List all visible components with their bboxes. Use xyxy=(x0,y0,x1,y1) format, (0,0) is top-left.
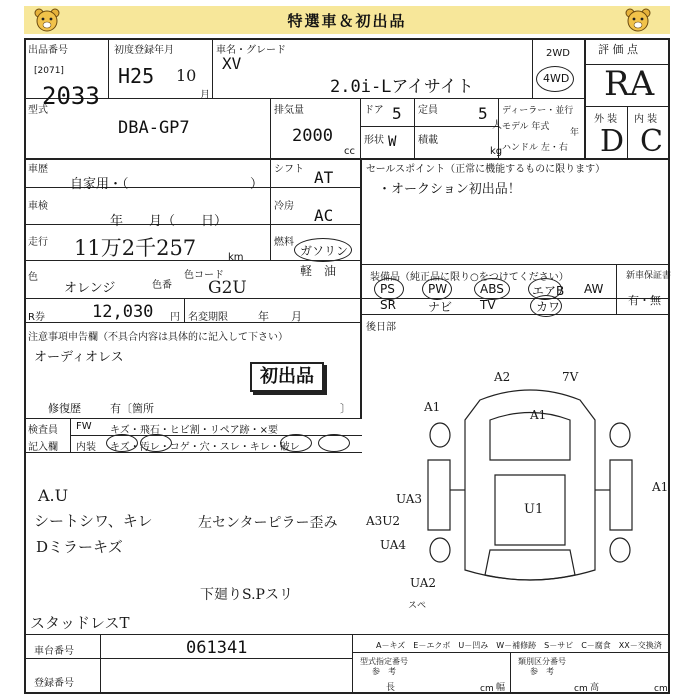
yen-unit: 円 xyxy=(170,312,180,323)
load-unit: kg xyxy=(490,146,503,157)
evaluation-score: RA xyxy=(604,64,655,104)
fuel-diesel: 軽 油 xyxy=(300,264,337,278)
length-unit: cm xyxy=(480,684,494,694)
recycle-label: R券 xyxy=(28,312,45,323)
body-shape: W xyxy=(388,134,397,150)
equip-navi: ナビ xyxy=(428,300,453,314)
handle-label: ハンドル 左・右 xyxy=(502,143,568,153)
height-unit: cm xyxy=(654,684,668,694)
capacity-label: 定員 xyxy=(418,105,438,116)
shape-label: 形状 xyxy=(364,135,384,146)
notes-value: オーディオレス xyxy=(34,350,124,365)
exterior-label: 外 装 xyxy=(594,114,618,125)
fw-items: キズ・飛石・ヒビ割・リペア跡・×要 xyxy=(110,425,278,436)
lot-number-label: 出品番号 xyxy=(28,45,68,56)
year-unit: 年 xyxy=(570,128,580,138)
month-unit: 月 xyxy=(200,90,210,101)
model-year-label: モデル 年式 xyxy=(502,122,550,132)
header-bar xyxy=(24,6,670,34)
history-label: 車歴 xyxy=(28,164,48,175)
abs-circle-mark xyxy=(474,278,510,300)
model-label: 型式 xyxy=(28,105,48,116)
equip-sr: SR xyxy=(380,298,396,312)
evaluation-label: 評 価 点 xyxy=(598,43,638,56)
name-change-label: 名変期限 xyxy=(188,312,228,323)
width-unit: cm xyxy=(574,684,588,694)
door-count: 5 xyxy=(392,104,402,123)
lot-number: 2033 xyxy=(42,82,100,110)
color-label: 色 xyxy=(28,272,38,283)
bear-mascot-icon xyxy=(34,8,60,32)
model-code: DBA-GP7 xyxy=(118,118,190,138)
inspection-label: 車検 xyxy=(28,201,48,212)
equip-pw: PW xyxy=(428,282,448,296)
ps-circle-mark xyxy=(374,278,404,300)
sales-point-label: セールスポイント（正常に機能するものに限ります） xyxy=(366,164,606,175)
class-number-label: 類別区分番号 xyxy=(518,657,566,666)
warranty-value: 有・無 xyxy=(628,294,661,307)
page-title: 特選車＆初出品 xyxy=(287,12,407,30)
sales-point: ・オークション初出品！ xyxy=(378,182,521,197)
equip-ps: PS xyxy=(380,282,395,296)
damage-mark-ua3: UA3 xyxy=(396,492,423,506)
equip-aw: AW xyxy=(584,282,604,296)
equip-tv: TV xyxy=(480,298,496,312)
displacement-label: 排気量 xyxy=(274,105,304,116)
car-name: XV xyxy=(222,54,242,73)
equip-airbag: エアB xyxy=(532,284,565,298)
car-grade: 2.0i-Lアイサイト xyxy=(330,77,474,97)
damage-mark-a1-left: A1 xyxy=(424,400,441,414)
2wd-label: 2WD xyxy=(546,48,570,59)
fw-label: FW xyxy=(76,421,92,432)
damage-mark-a1-right: A1 xyxy=(652,480,669,494)
damage-mark-a1-hood: A1 xyxy=(530,408,547,422)
color-value: オレンジ xyxy=(64,281,116,296)
frame-number: 061341 xyxy=(186,638,248,658)
mileage-label: 走行 xyxy=(28,237,48,248)
color-code-label: 色コード xyxy=(184,270,224,281)
tear-circle-mark xyxy=(318,434,350,452)
entry-label: 記入欄 xyxy=(28,442,58,453)
class-number-sub: 参 考 xyxy=(530,667,554,676)
type-cert-sub: 参 考 xyxy=(372,667,396,676)
bear-mascot-icon xyxy=(625,8,651,32)
ac-label: 冷房 xyxy=(274,201,294,212)
damage-mark-a2: A2 xyxy=(494,370,511,384)
load-label: 積載 xyxy=(418,135,438,146)
leather-circle-mark xyxy=(530,295,562,317)
color-number-label: 色番 xyxy=(152,280,172,291)
cc-unit: cc xyxy=(344,146,355,157)
fuel-gasoline: ガソリン xyxy=(300,244,349,258)
pw-circle-mark xyxy=(422,278,452,300)
capacity: 5 xyxy=(478,104,488,123)
door-label: ドア xyxy=(364,105,384,116)
exterior-grade: D xyxy=(600,124,625,159)
interior-check-items: キズ・汚レ・コゲ・穴・スレ・キレ・破レ xyxy=(110,442,300,453)
handwritten-note-6: 下廻りS.Pスリ xyxy=(200,587,293,603)
first-listing-stamp: 初出品 xyxy=(250,362,324,392)
damage-legend: A－キズ E－エクボ U－凹み W－補修跡 S－サビ C－腐食 XX－交換済 xyxy=(376,641,662,650)
interior-grade: C xyxy=(640,124,663,159)
damage-mark-7v: 7V xyxy=(562,370,579,384)
height-label: 高 xyxy=(590,683,600,693)
capacity-unit: 人 xyxy=(492,120,502,131)
history-close: ） xyxy=(250,177,264,192)
mileage: 11万2千257 xyxy=(74,236,197,260)
interior-check-label: 内装 xyxy=(76,442,96,453)
fuel-label: 燃料 xyxy=(274,237,294,248)
scratch-circle-mark xyxy=(106,434,138,452)
length-label: 長 xyxy=(386,683,396,693)
registration-number-label: 登録番号 xyxy=(34,678,74,689)
interior-label: 内 装 xyxy=(634,114,658,125)
equip-leather: カワ xyxy=(536,300,561,314)
repair-history-label: 修復歴 xyxy=(48,402,81,415)
damage-mark-ua2: UA2 xyxy=(410,576,437,590)
registration-year: H25 xyxy=(118,64,155,88)
spare-tire-label: スペ xyxy=(408,601,427,611)
damage-mark-u1: U1 xyxy=(524,502,544,517)
wear-circle-mark xyxy=(280,434,312,452)
air-conditioning: AC xyxy=(314,206,334,225)
damage-mark-ua4: UA4 xyxy=(380,538,407,552)
equip-abs: ABS xyxy=(480,282,504,296)
rear-note-label: 後日部 xyxy=(366,322,396,333)
frame-number-label: 車台番号 xyxy=(34,646,74,657)
repair-history-value: 有〔箇所 xyxy=(110,402,154,415)
shift-label: シフト xyxy=(274,164,304,175)
repair-history-close: 〕 xyxy=(340,402,351,415)
handwritten-note-2: シートシワ、キレ xyxy=(34,512,153,530)
width-label: 幅 xyxy=(496,683,506,693)
notes-label: 注意事項申告欄（不具合内容は具体的に記入して下さい） xyxy=(28,332,288,343)
damage-mark-a3u2: A3U2 xyxy=(366,514,401,528)
history-value: 自家用・（ xyxy=(70,177,129,192)
fuel-circle-mark xyxy=(294,238,352,262)
inspector-label: 検査員 xyxy=(28,425,58,436)
transmission: AT xyxy=(314,168,334,187)
car-name-label: 車名・グレード xyxy=(216,45,286,56)
registration-month: 10 xyxy=(176,66,197,85)
handwritten-note-1: A.U xyxy=(38,486,69,505)
handwritten-note-5: 左センターピラー歪み xyxy=(198,515,338,531)
equipment-label: 装備品（純正品に限り○をつけてください） xyxy=(370,272,569,283)
first-registration-label: 初度登録年月 xyxy=(114,45,174,56)
warranty-label: 新車保証書 xyxy=(626,271,672,281)
inspection-value: 年 月（ 日） xyxy=(110,214,228,229)
km-unit: km xyxy=(228,252,244,263)
stain-circle-mark xyxy=(140,434,172,452)
handwritten-note-4: スタッドレスT xyxy=(30,614,130,632)
handwritten-note-3: Dミラーキズ xyxy=(36,538,123,556)
dealer-label: ディーラー・並行 xyxy=(502,106,574,116)
type-cert-label: 型式指定番号 xyxy=(360,657,408,666)
recycle-fee: 12,030 xyxy=(92,302,154,322)
drive-type: 4WD xyxy=(543,72,570,85)
displacement: 2000 xyxy=(292,126,333,146)
lot-sub-number: [2071] xyxy=(34,66,64,76)
color-code: G2U xyxy=(208,278,247,298)
name-change-value: 年 月 xyxy=(258,310,302,323)
